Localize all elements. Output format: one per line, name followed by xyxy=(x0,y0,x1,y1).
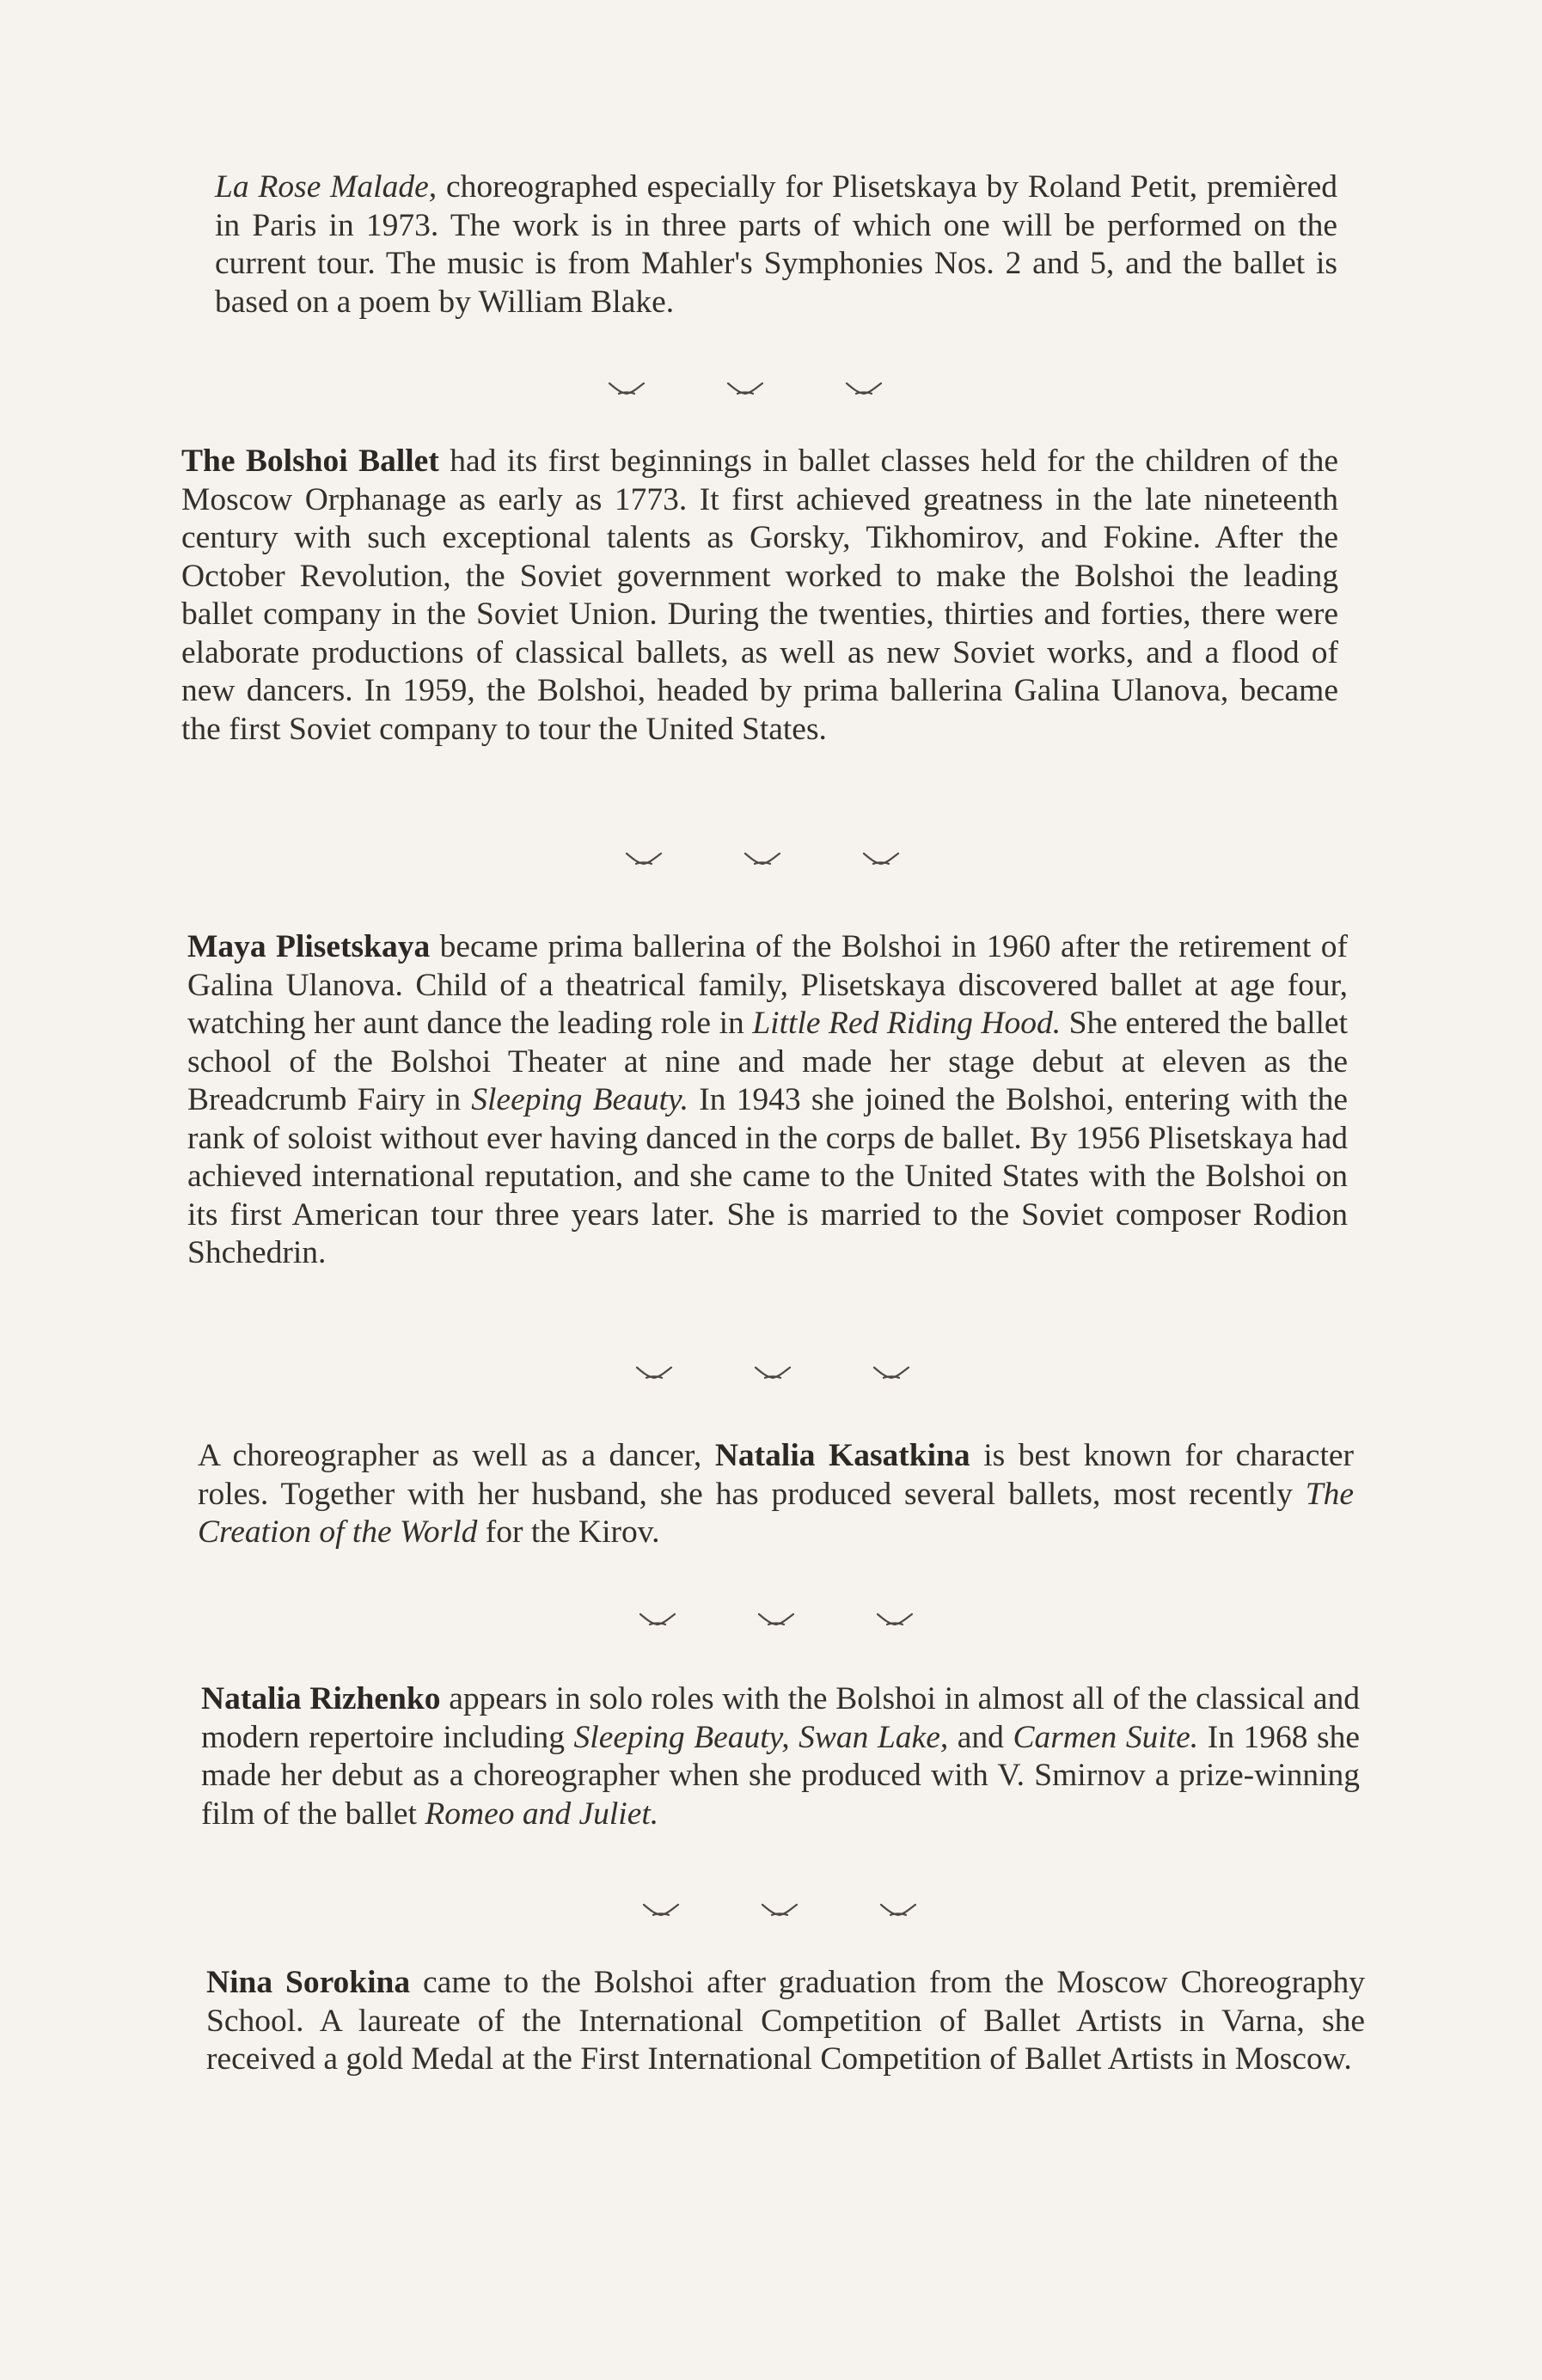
paragraph-text: She entered the ballet school of the Bolshoi Theater at nine and made her stage debut at eleven as the Breadcrumb Fairy in xyxy=(187,1006,1349,1117)
wave-ornament-icon xyxy=(641,1900,681,1922)
ballet-title: The Creation of the World xyxy=(198,1476,1354,1550)
paragraph-la-rose-malade xyxy=(215,168,1337,321)
paragraph-maya-plisetskaya xyxy=(187,928,1348,1273)
wave-ornament-icon xyxy=(638,1609,677,1631)
paragraph-bolshoi-ballet xyxy=(181,443,1338,749)
wave-ornament-icon xyxy=(844,378,884,401)
wave-ornament-icon xyxy=(725,378,765,401)
wave-ornament-icon xyxy=(756,1609,796,1631)
dancer-name: Natalia Kasatkina xyxy=(714,1438,970,1473)
dancer-name: Natalia Rizhenko xyxy=(201,1681,441,1716)
paragraph-text: had its first beginnings in ballet classes held for the children of the Moscow Orphanage as early as 1773. It first achieved greatness in the late nineteenth century with such exceptional talents as Gorsky, Tikhomirov, and Fokine. After the October Revolution, the Soviet government worked to make the Bolshoi the leading ballet company in the Soviet Union. During the twenties, thirties and forties, there were elaborate productions of classical ballets, as well as new Soviet works, and a flood of new dancers. In 1959, the Bolshoi, headed by prima ballerina Galina Ulanova, became the first Soviet company to tour the United States. xyxy=(181,444,1339,747)
ballet-title: Little Red Riding Hood. xyxy=(752,1006,1062,1041)
ornament-divider xyxy=(607,376,884,402)
ornament-divider xyxy=(641,1898,918,1924)
wave-ornament-icon xyxy=(607,378,646,401)
paragraph-text: and xyxy=(948,1719,1013,1755)
ballet-title: Sleeping Beauty, Swan Lake, xyxy=(573,1719,949,1755)
paragraph-text: In 1943 she joined the Bolshoi, entering with the rank of soloist without ever having danced in the corps de ballet. By 1956 Plisetskaya had achieved international reputation, and she came to the United States with the Bolshoi on its first American tour three years later. She is married to the Soviet composer Rodion Shchedrin. xyxy=(187,1082,1348,1270)
paragraph-natalia-rizhenko xyxy=(201,1680,1360,1833)
paragraph-text: appears in solo roles with the Bolshoi in almost all of the classical and modern repertoire including xyxy=(201,1681,1361,1755)
dancer-name: Maya Plisetskaya xyxy=(187,929,431,964)
wave-ornament-icon xyxy=(875,1609,915,1631)
paragraph-text: came to the Bolshoi after graduation from the Moscow Choreography School. A laureate of the International Competition of Ballet Artists in Varna, she received a gold Medal at the First International Competition of Ballet Artists in Moscow. xyxy=(206,1965,1365,2077)
ballet-title: Sleeping Beauty. xyxy=(471,1082,689,1117)
paragraph-nina-sorokina xyxy=(206,1964,1365,2079)
ornament-divider xyxy=(634,1361,911,1386)
paragraph-text: choreographed especially for Plisetskaya by Roland Petit, premièred in Paris in 1973. The work is in three parts of which one will be performed on the current tour. The music is from Mahler's Symphonies Nos. 2 and 5, and the ballet is based on a poem by William Blake. xyxy=(215,169,1338,320)
paragraph-text: In 1968 she made her debut as a choreographer when she produced with V. Smirnov a prize-winning film of the ballet xyxy=(201,1719,1361,1832)
wave-ornament-icon xyxy=(634,1362,674,1385)
ornament-divider xyxy=(638,1607,915,1633)
paragraph-text: A choreographer as well as a dancer, xyxy=(198,1438,715,1473)
company-name: The Bolshoi Ballet xyxy=(181,444,439,479)
ornament-divider xyxy=(624,847,901,872)
dancer-name: Nina Sorokina xyxy=(206,1965,411,2000)
paragraph-natalia-kasatkina xyxy=(198,1437,1354,1552)
wave-ornament-icon xyxy=(760,1900,799,1922)
wave-ornament-icon xyxy=(872,1362,911,1385)
ballet-title: Carmen Suite. xyxy=(1013,1719,1199,1755)
paragraph-text: is best known for character roles. Together with her husband, she has produced several ballets, most recently xyxy=(198,1438,1355,1512)
wave-ornament-icon xyxy=(861,848,901,871)
paragraph-text: for the Kirov. xyxy=(477,1514,660,1550)
ballet-title: Romeo and Juliet. xyxy=(425,1796,659,1832)
wave-ornament-icon xyxy=(743,848,782,871)
wave-ornament-icon xyxy=(753,1362,792,1385)
ballet-title: La Rose Malade, xyxy=(215,169,438,205)
wave-ornament-icon xyxy=(624,848,664,871)
paragraph-text: became prima ballerina of the Bolshoi in 1960 after the retirement of Galina Ulanova. Child of a theatrical family, Plisetskaya discovered ballet at age four, watching her aunt dance the leading role in xyxy=(187,929,1348,1041)
wave-ornament-icon xyxy=(878,1900,918,1922)
